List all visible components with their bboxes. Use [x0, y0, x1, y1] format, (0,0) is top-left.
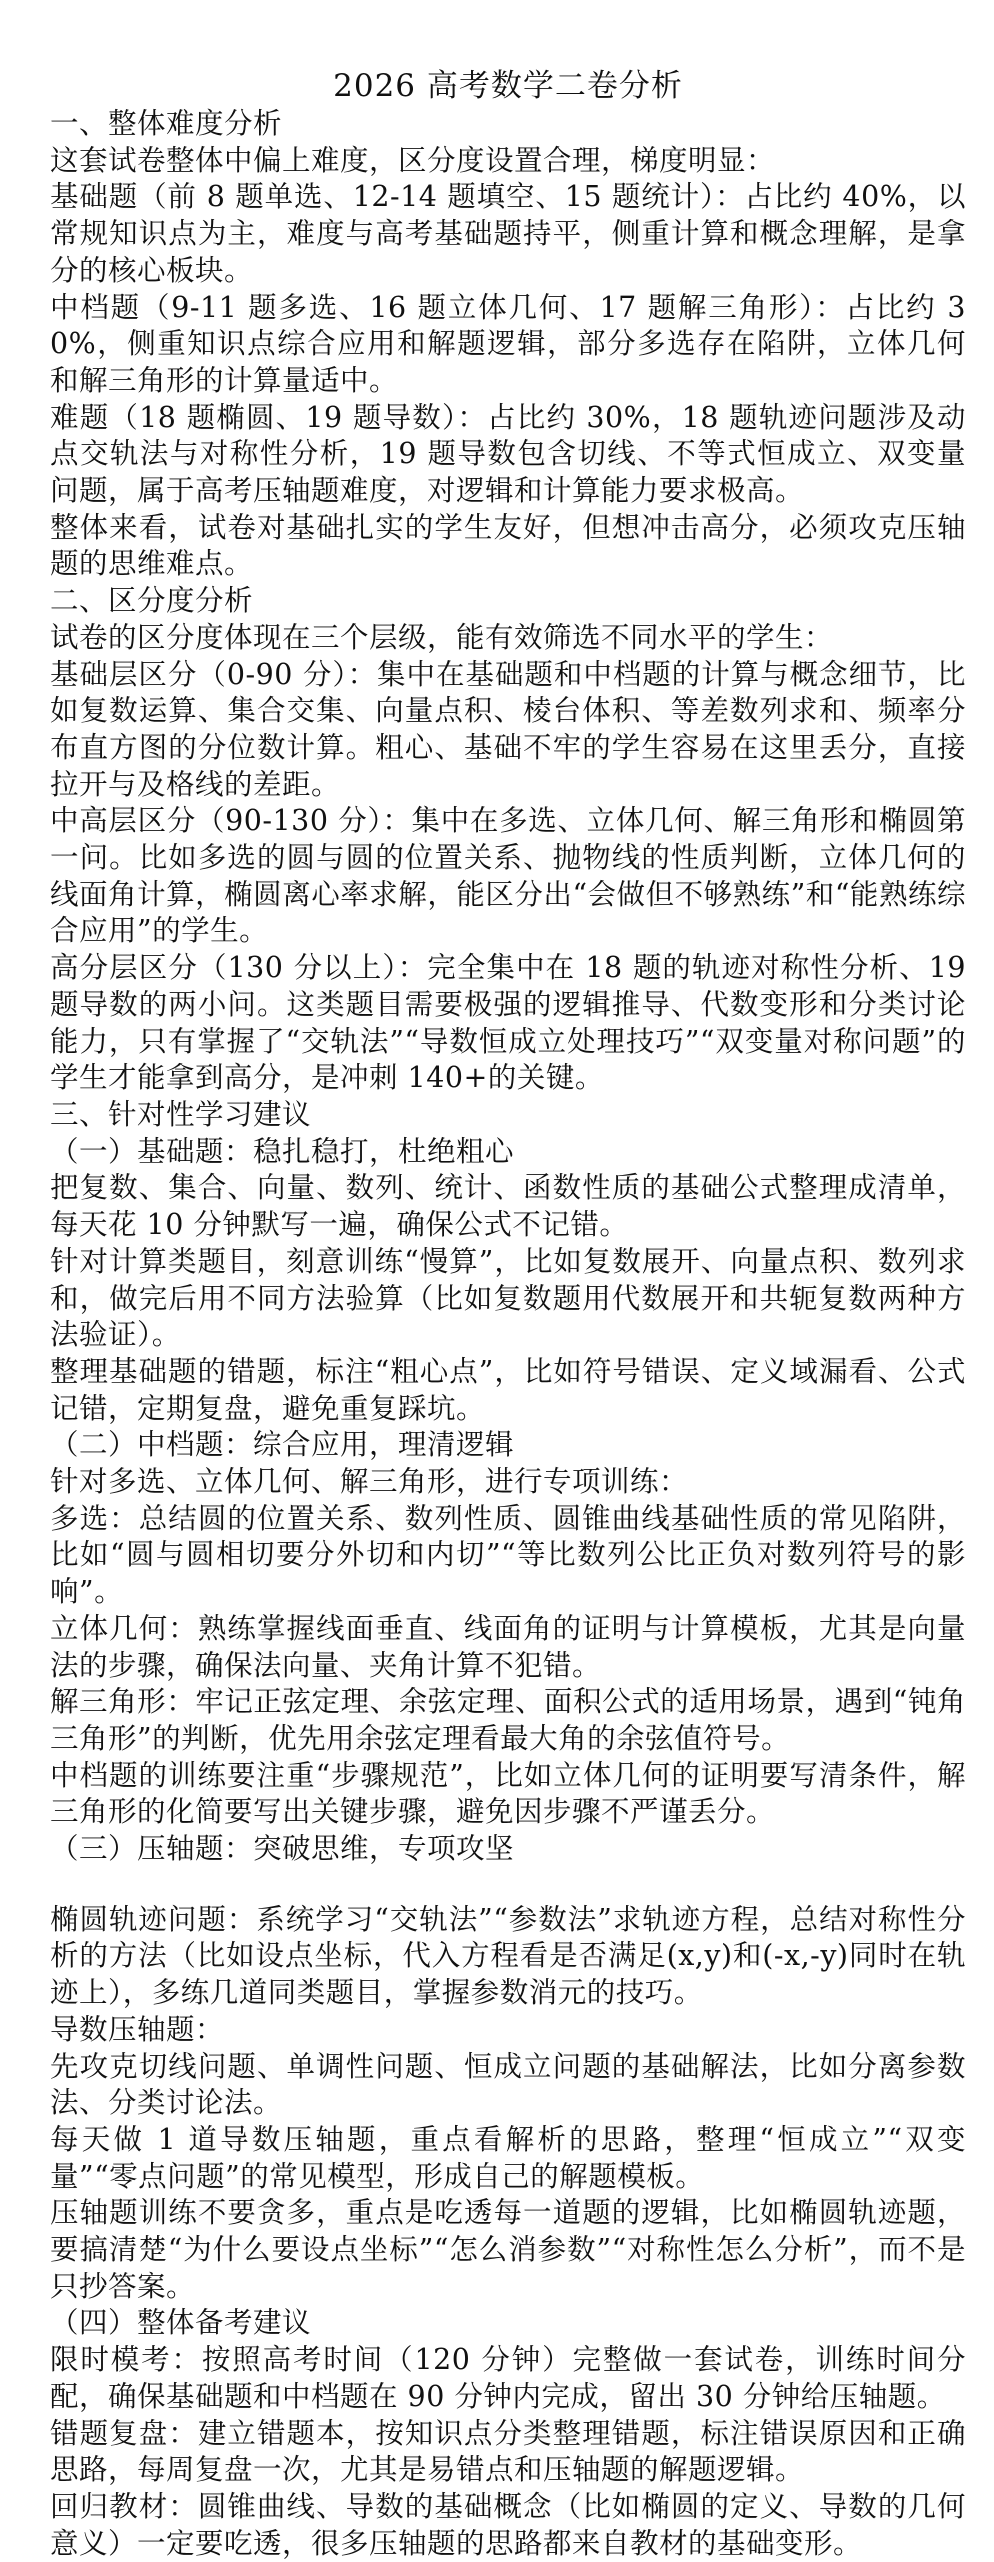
paragraph: 难题（18 题椭圆、19 题导数）：占比约 30%，18 题轨迹问题涉及动点交轨法与对称性分析，19 题导数包含切线、不等式恒成立、双变量问题，属于高考压轴题难度，对逻辑和计算能力要求极高。	[50, 400, 966, 508]
paragraph: 中档题（9-11 题多选、16 题立体几何、17 题解三角形）：占比约 30%，侧重知识点综合应用和解题逻辑，部分多选存在陷阱，立体几何和解三角形的计算量适中。	[50, 290, 966, 397]
paragraph: 导数压轴题：	[50, 2012, 225, 2046]
section-heading-3: 三、针对性学习建议	[50, 1097, 312, 1131]
paragraph: 试卷的区分度体现在三个层级，能有效筛选不同水平的学生：	[50, 620, 834, 654]
subsection-heading: （四）整体备考建议	[50, 2306, 312, 2340]
paragraph: 中高层区分（90-130 分）：集中在多选、立体几何、解三角形和椭圆第一问。比如多选的圆与圆的位置关系、抛物线的性质判断，立体几何的线面角计算，椭圆离心率求解，能区分出“会做但不够熟练”和“能熟练综合应用”的学生。	[50, 804, 966, 948]
section-heading-1: 一、整体难度分析	[50, 107, 283, 140]
paragraph: 针对计算类题目，刻意训练“慢算”，比如复数展开、向量点积、数列求和，做完后用不同方法验算（比如复数题用代数展开和共轭复数两种方法验证）。	[50, 1244, 966, 1352]
paragraph: 基础题（前 8 题单选、12-14 题填空、15 题统计）：占比约 40%，以常规知识点为主，难度与高考基础题持平，侧重计算和概念理解，是拿分的核心板块。	[50, 180, 966, 287]
paragraph: 压轴题训练不要贪多，重点是吃透每一道题的逻辑，比如椭圆轨迹题，要搞清楚“为什么要设点坐标”“怎么消参数”“对称性怎么分析”，而不是只抄答案。	[50, 2196, 966, 2303]
paragraph: 回归教材：圆锥曲线、导数的基础概念（比如椭圆的定义、导数的几何意义）一定要吃透，很多压轴题的思路都来自教材的基础变形。	[50, 2490, 966, 2560]
paragraph: 整理基础题的错题，标注“粗心点”，比如符号错误、定义域漏看、公式记错，定期复盘，避免重复踩坑。	[50, 1354, 966, 1425]
paragraph: 整体来看，试卷对基础扎实的学生友好，但想冲击高分，必须攻克压轴题的思维难点。	[50, 510, 966, 581]
paragraph: 把复数、集合、向量、数列、统计、函数性质的基础公式整理成清单，每天花 10 分钟默写一遍，确保公式不记错。	[50, 1171, 966, 1242]
paragraph: 针对多选、立体几何、解三角形，进行专项训练：	[50, 1465, 689, 1499]
paragraph: 中档题的训练要注重“步骤规范”，比如立体几何的证明要写清条件，解三角形的化简要写出关键步骤，避免因步骤不严谨丢分。	[50, 1758, 966, 1829]
paragraph: 高分层区分（130 分以上）：完全集中在 18 题的轨迹对称性分析、19 题导数的两小问。这类题目需要极强的逻辑推导、代数变形和分类讨论能力，只有掌握了“交轨法”“导数恒成立处理技巧”“双变量对称问题”的学生才能拿到高分，是冲刺 140+的关键。	[50, 951, 966, 1095]
spacer	[50, 1868, 966, 1902]
paragraph: 椭圆轨迹问题：系统学习“交轨法”“参数法”求轨迹方程，总结对称性分析的方法（比如设点坐标，代入方程看是否满足(x,y)和(-x,-y)同时在轨迹上），多练几道同类题目，掌握参数消元的技巧。	[50, 1902, 966, 2010]
subsection-heading: （三）压轴题：突破思维，专项攻坚	[50, 1832, 515, 1866]
subsection-heading: （二）中档题：综合应用，理清逻辑	[50, 1428, 515, 1462]
paragraph: 先攻克切线问题、单调性问题、恒成立问题的基础解法，比如分离参数法、分类讨论法。	[50, 2049, 966, 2120]
paragraph: 解三角形：牢记正弦定理、余弦定理、面积公式的适用场景，遇到“钝角三角形”的判断，优先用余弦定理看最大角的余弦值符号。	[50, 1685, 966, 1755]
paragraph: 每天做 1 道导数压轴题，重点看解析的思路，整理“恒成立”“双变量”“零点问题”的常见模型，形成自己的解题模板。	[50, 2122, 966, 2193]
paragraph: 这套试卷整体中偏上难度，区分度设置合理，梯度明显：	[50, 143, 776, 177]
document-title: 2026 高考数学二卷分析	[333, 68, 683, 104]
paragraph: 立体几何：熟练掌握线面垂直、线面角的证明与计算模板，尤其是向量法的步骤，确保法向量、夹角计算不犯错。	[50, 1611, 966, 1682]
paragraph: 限时模考：按照高考时间（120 分钟）完整做一套试卷，训练时间分配，确保基础题和中档题在 90 分钟内完成，留出 30 分钟给压轴题。	[50, 2343, 966, 2413]
section-heading-2: 二、区分度分析	[50, 584, 254, 618]
subsection-heading: （一）基础题：稳扎稳打，杜绝粗心	[50, 1134, 515, 1168]
paragraph: 基础层区分（0-90 分）：集中在基础题和中档题的计算与概念细节，比如复数运算、集合交集、向量点积、棱台体积、等差数列求和、频率分布直方图的分位数计算。粗心、基础不牢的学生容易在这里丢分，直接拉开与及格线的差距。	[50, 657, 966, 801]
paragraph: 错题复盘：建立错题本，按知识点分类整理错题，标注错误原因和正确思路，每周复盘一次，尤其是易错点和压轴题的解题逻辑。	[50, 2416, 966, 2487]
paragraph: 多选：总结圆的位置关系、数列性质、圆锥曲线基础性质的常见陷阱，比如“圆与圆相切要分外切和内切”“等比数列公比正负对数列符号的影响”。	[50, 1501, 966, 1609]
